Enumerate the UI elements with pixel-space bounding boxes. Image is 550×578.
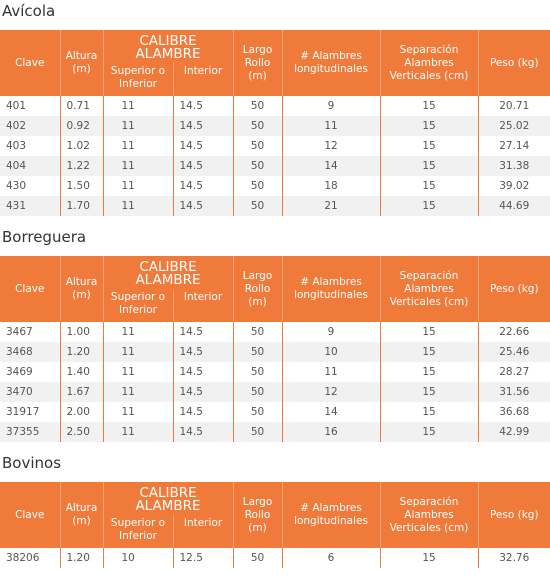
cell-superior: 11 [103,342,173,362]
header-clave: Clave [0,256,60,322]
header-calibre-alambre: CALIBRE ALAMBRE [103,256,233,289]
cell-peso: 36.68 [478,402,550,422]
cell-altura: 2.50 [60,422,103,442]
table-row [0,116,550,136]
cell-altura: 1.70 [60,196,103,216]
cell-interior: 14.5 [173,196,233,216]
header-separacion: Separación Alambres Verticales (cm) [380,30,478,96]
table-row [0,96,550,116]
cell-superior: 11 [103,362,173,382]
header-peso: Peso (kg) [478,30,550,96]
table-row [0,422,550,442]
cell-alambres: 14 [282,402,380,422]
cell-clave: 401 [0,96,60,116]
cell-separacion: 15 [380,362,478,382]
header-largo-rollo: Largo Rollo (m) [233,256,282,322]
cell-largo: 50 [233,362,282,382]
table-row [0,196,550,216]
cell-altura: 1.20 [60,548,103,568]
cell-largo: 50 [233,322,282,342]
cell-peso: 22.66 [478,322,550,342]
cell-altura: 0.92 [60,116,103,136]
cell-peso: 42.99 [478,422,550,442]
cell-alambres: 12 [282,136,380,156]
cell-clave: 31917 [0,402,60,422]
header-altura: Altura (m) [60,30,103,96]
cell-altura: 0.71 [60,96,103,116]
cell-alambres: 21 [282,196,380,216]
cell-clave: 3469 [0,362,60,382]
cell-largo: 50 [233,548,282,568]
cell-peso: 31.56 [478,382,550,402]
cell-altura: 1.20 [60,342,103,362]
cell-altura: 1.02 [60,136,103,156]
header-superior-inferior: Superior o Inferior [103,289,173,322]
cell-superior: 11 [103,402,173,422]
cell-separacion: 15 [380,156,478,176]
cell-alambres: 11 [282,362,380,382]
cell-alambres: 18 [282,176,380,196]
cell-interior: 12.5 [173,548,233,568]
table-row [0,362,550,382]
cell-superior: 11 [103,422,173,442]
header-clave: Clave [0,482,60,548]
cell-alambres: 11 [282,116,380,136]
cell-superior: 11 [103,196,173,216]
section-title: Avícola [2,2,56,20]
header-interior: Interior [173,289,233,322]
cell-peso: 25.46 [478,342,550,362]
header-alambres-longitudinales: # Alambres longitudinales [282,256,380,322]
header-calibre-alambre: CALIBRE ALAMBRE [103,30,233,63]
table-row [0,322,550,342]
cell-superior: 11 [103,176,173,196]
cell-superior: 11 [103,156,173,176]
cell-clave: 3468 [0,342,60,362]
cell-interior: 14.5 [173,96,233,116]
cell-clave: 37355 [0,422,60,442]
header-superior-inferior: Superior o Inferior [103,515,173,548]
header-superior-inferior: Superior o Inferior [103,63,173,96]
cell-separacion: 15 [380,382,478,402]
header-peso: Peso (kg) [478,482,550,548]
cell-separacion: 15 [380,548,478,568]
cell-altura: 1.40 [60,362,103,382]
cell-alambres: 6 [282,548,380,568]
header-peso: Peso (kg) [478,256,550,322]
table-row [0,548,550,568]
cell-superior: 10 [103,548,173,568]
cell-interior: 14.5 [173,136,233,156]
cell-interior: 14.5 [173,402,233,422]
cell-clave: 431 [0,196,60,216]
cell-interior: 14.5 [173,156,233,176]
cell-interior: 14.5 [173,362,233,382]
spec-table [0,482,550,568]
cell-largo: 50 [233,402,282,422]
spec-table [0,256,550,442]
cell-largo: 50 [233,96,282,116]
header-alambres-longitudinales: # Alambres longitudinales [282,30,380,96]
cell-separacion: 15 [380,196,478,216]
cell-peso: 28.27 [478,362,550,382]
cell-alambres: 16 [282,422,380,442]
table-row [0,176,550,196]
cell-interior: 14.5 [173,322,233,342]
cell-superior: 11 [103,116,173,136]
table-row [0,402,550,422]
header-interior: Interior [173,63,233,96]
cell-interior: 14.5 [173,422,233,442]
cell-alambres: 12 [282,382,380,402]
header-largo-rollo: Largo Rollo (m) [233,482,282,548]
cell-separacion: 15 [380,342,478,362]
cell-altura: 1.67 [60,382,103,402]
header-calibre-alambre: CALIBRE ALAMBRE [103,482,233,515]
section-spacer [0,442,550,452]
cell-altura: 1.00 [60,322,103,342]
cell-largo: 50 [233,176,282,196]
cell-clave: 430 [0,176,60,196]
cell-largo: 50 [233,342,282,362]
section-0 [0,0,550,226]
header-separacion: Separación Alambres Verticales (cm) [380,482,478,548]
cell-alambres: 9 [282,322,380,342]
cell-altura: 1.22 [60,156,103,176]
cell-superior: 11 [103,322,173,342]
cell-largo: 50 [233,136,282,156]
spec-table [0,30,550,216]
header-altura: Altura (m) [60,482,103,548]
cell-alambres: 9 [282,96,380,116]
cell-peso: 31.38 [478,156,550,176]
cell-superior: 11 [103,136,173,156]
section-title: Borreguera [2,228,87,246]
cell-largo: 50 [233,382,282,402]
table-row [0,156,550,176]
cell-largo: 50 [233,156,282,176]
cell-largo: 50 [233,196,282,216]
cell-alambres: 14 [282,156,380,176]
cell-clave: 402 [0,116,60,136]
header-separacion: Separación Alambres Verticales (cm) [380,256,478,322]
header-largo-rollo: Largo Rollo (m) [233,30,282,96]
cell-altura: 2.00 [60,402,103,422]
cell-altura: 1.50 [60,176,103,196]
cell-interior: 14.5 [173,116,233,136]
cell-clave: 403 [0,136,60,156]
cell-clave: 404 [0,156,60,176]
cell-alambres: 10 [282,342,380,362]
header-clave: Clave [0,30,60,96]
section-2 [0,452,550,578]
table-row [0,382,550,402]
cell-separacion: 15 [380,422,478,442]
cell-peso: 27.14 [478,136,550,156]
header-interior: Interior [173,515,233,548]
section-1 [0,226,550,452]
cell-separacion: 15 [380,322,478,342]
cell-largo: 50 [233,116,282,136]
cell-superior: 11 [103,382,173,402]
cell-separacion: 15 [380,136,478,156]
cell-peso: 20.71 [478,96,550,116]
cell-peso: 39.02 [478,176,550,196]
cell-separacion: 15 [380,176,478,196]
section-title: Bovinos [2,454,62,472]
cell-peso: 44.69 [478,196,550,216]
cell-largo: 50 [233,422,282,442]
cell-peso: 25.02 [478,116,550,136]
cell-clave: 3467 [0,322,60,342]
cell-clave: 38206 [0,548,60,568]
cell-interior: 14.5 [173,382,233,402]
cell-separacion: 15 [380,402,478,422]
table-row [0,342,550,362]
cell-interior: 14.5 [173,176,233,196]
cell-peso: 32.76 [478,548,550,568]
header-alambres-longitudinales: # Alambres longitudinales [282,482,380,548]
table-row [0,136,550,156]
cell-separacion: 15 [380,116,478,136]
header-altura: Altura (m) [60,256,103,322]
cell-superior: 11 [103,96,173,116]
cell-interior: 14.5 [173,342,233,362]
cell-separacion: 15 [380,96,478,116]
cell-clave: 3470 [0,382,60,402]
section-spacer [0,216,550,226]
